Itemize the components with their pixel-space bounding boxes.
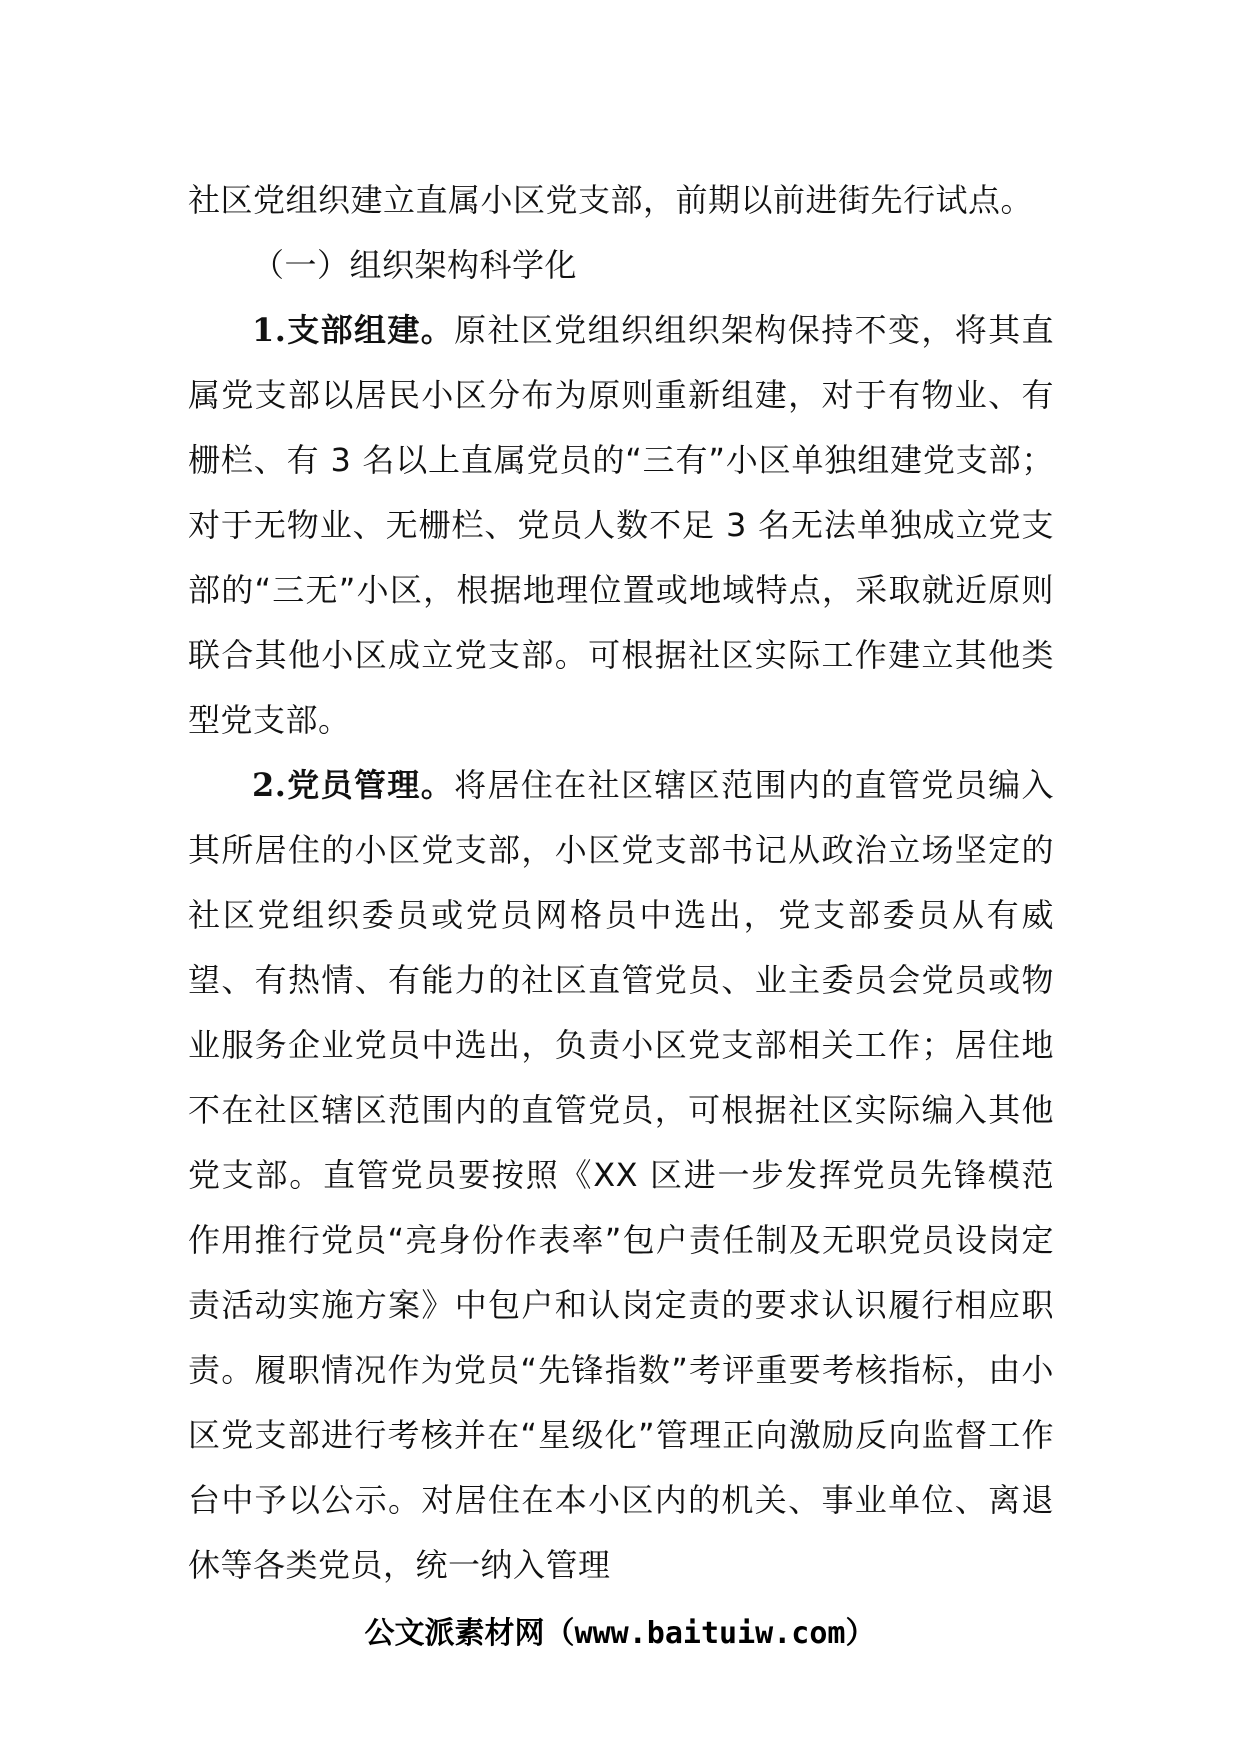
paragraph-text: 原社区党组织组织架构保持不变，将其直属党支部以居民小区分布为原则重新组建，对于有物业、有栅栏、有 3 名以上直属党员的“三有”小区单独组建党支部；对于无物业、无栅栏、党员人数不足 3 名无法单独成立党支部的“三无”小区，根据地理位置或地域特点，采取就近原则联合其他小区成立党支部。可根据社区实际工作建立其他类型党支部。 (188, 311, 1054, 739)
document-body (188, 168, 1054, 1598)
paragraph-member-management (188, 753, 1054, 1598)
section-heading: （一）组织架构科学化 (252, 246, 578, 284)
paragraph-lead: 1.支部组建。 (252, 311, 455, 349)
paragraph-lead: 2.党员管理。 (252, 766, 455, 804)
continuation-paragraph: 社区党组织建立直属小区党支部，前期以前进街先行试点。 (188, 181, 1034, 219)
paragraph-branch-formation (188, 298, 1054, 753)
footer-site-name: 公文派素材网 (364, 1616, 545, 1651)
paragraph-text: 将居住在社区辖区范围内的直管党员编入其所居住的小区党支部，小区党支部书记从政治立场坚定的社区党组织委员或党员网格员中选出，党支部委员从有威望、有热情、有能力的社区直管党员、业主委员会党员或物业服务企业党员中选出，负责小区党支部相关工作；居住地不在社区辖区范围内的直管党员，可根据社区实际编入其他党支部。直管党员要按照《XX 区进一步发挥党员先锋模范作用推行党员“亮身份作表率”包户责任制及无职党员设岗定责活动实施方案》中包户和认岗定责的要求认识履行相应职责。履职情况作为党员“先锋指数”考评重要考核指标，由小区党支部进行考核并在“星级化”管理正向激励反向监督工作台中予以公示。对居住在本小区内的机关、事业单位、离退休等各类党员，统一纳入管理 (188, 766, 1054, 1584)
footer-watermark (0, 1614, 1240, 1654)
footer-url: （www.baituiw.com） (544, 1616, 876, 1651)
